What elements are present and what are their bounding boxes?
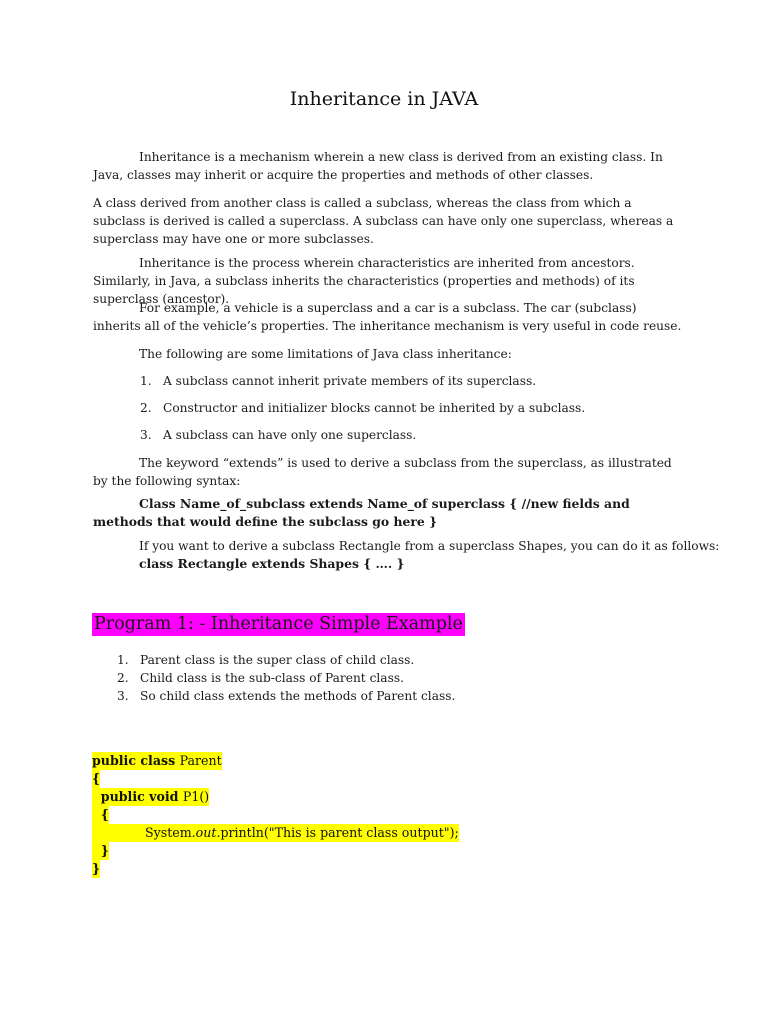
code-text: System. <box>145 825 196 840</box>
list-number: 1. <box>117 653 129 667</box>
list-number: 2. <box>140 401 152 415</box>
paragraph-example: For example, a vehicle is a superclass and a car is a subclass. The car (subclass) inherits all of the vehicle’s properties. The inheritance mechanism is very useful in code reuse. <box>93 301 682 333</box>
code-italic: out <box>195 825 217 840</box>
paragraph-rectangle: If you want to derive a subclass Rectangle from a superclass Shapes, you can do it as follows: <box>139 539 720 553</box>
code-line <box>92 824 459 842</box>
list-number: 2. <box>117 671 129 685</box>
paragraph-subclass: A class derived from another class is called a subclass, whereas the class from which a subclass is derived is called a superclass. A subclass can have only one superclass, whereas a superclass may have one or more subclasses. <box>93 196 674 246</box>
paragraph-intro: Inheritance is a mechanism wherein a new class is derived from an existing class. In Java, classes may inherit or acquire the properties and methods of other classes. <box>93 150 663 182</box>
code-line: } <box>92 861 101 876</box>
code-text: .println( <box>216 825 269 840</box>
code-line: { <box>92 807 109 822</box>
list-text: So child class extends the methods of Parent class. <box>140 689 456 703</box>
list-text: Constructor and initializer blocks cannot be inherited by a subclass. <box>163 401 586 415</box>
list-text: Parent class is the super class of child class. <box>140 653 415 667</box>
code-keyword: public class <box>92 753 180 768</box>
paragraph-extends: The keyword “extends” is used to derive a subclass from the superclass, as illustrated by the following syntax: <box>93 456 672 488</box>
paragraph-process: Inheritance is the process wherein characteristics are inherited from ancestors. Similarly, in Java, a subclass inherits the characteristics (properties and methods) of its superclass (ancestor). <box>93 256 635 306</box>
paragraph-limitations-intro: The following are some limitations of Java class inheritance: <box>139 347 512 361</box>
list-number: 3. <box>140 428 152 442</box>
code-line: } <box>92 843 109 858</box>
list-text: A subclass can have only one superclass. <box>163 428 417 442</box>
list-number: 1. <box>140 374 152 388</box>
syntax-statement: Class Name_of_subclass extends Name_of superclass { //new fields and methods that would define the subclass go here } <box>93 496 630 529</box>
code-line <box>92 752 222 770</box>
list-number: 3. <box>117 689 129 703</box>
code-line <box>92 788 209 806</box>
list-text: Child class is the sub-class of Parent class. <box>140 671 404 685</box>
list-text: A subclass cannot inherit private members of its superclass. <box>163 374 537 388</box>
code-text: ); <box>449 825 459 840</box>
page-title: Inheritance in JAVA <box>289 88 479 110</box>
rectangle-example: class Rectangle extends Shapes { …. } <box>139 556 405 571</box>
code-line: { <box>92 771 101 786</box>
program-heading: Program 1: - Inheritance Simple Example <box>94 614 463 634</box>
code-identifier: Parent <box>179 753 222 768</box>
code-identifier: P1() <box>182 789 210 804</box>
code-string: "This is parent class output" <box>268 825 450 840</box>
code-keyword: public void <box>92 789 183 804</box>
